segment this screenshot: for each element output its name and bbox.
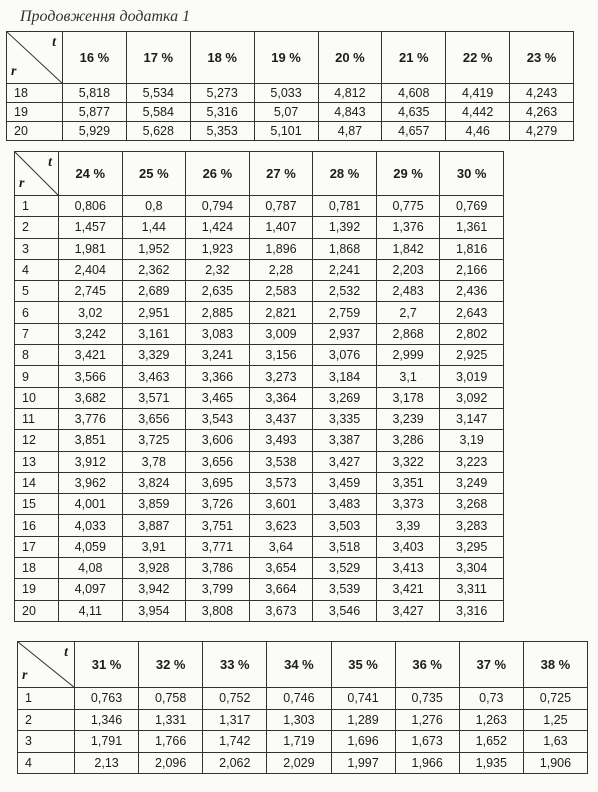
table-row <box>15 558 504 579</box>
value-cell: 5,033 <box>254 84 318 103</box>
annuity-table-16-23 <box>6 31 574 141</box>
period-cell: 9 <box>15 366 59 387</box>
value-cell: 0,769 <box>440 196 504 217</box>
row-variable-label: r <box>22 668 28 683</box>
period-cell: 12 <box>15 430 59 451</box>
table-row <box>15 281 504 302</box>
value-cell: 4,001 <box>59 494 123 515</box>
value-cell: 3,824 <box>122 472 186 493</box>
rate-header: 38 % <box>523 642 587 688</box>
value-cell: 3,725 <box>122 430 186 451</box>
value-cell: 5,877 <box>63 103 127 122</box>
value-cell: 1,719 <box>267 731 331 753</box>
value-cell: 4,08 <box>59 558 123 579</box>
rate-header: 16 % <box>63 32 127 84</box>
value-cell: 4,033 <box>59 515 123 536</box>
value-cell: 1,376 <box>376 217 440 238</box>
rate-header: 30 % <box>440 152 504 196</box>
value-cell: 3,178 <box>376 387 440 408</box>
value-cell: 3,329 <box>122 345 186 366</box>
value-cell: 2,759 <box>313 302 377 323</box>
table-row <box>7 84 574 103</box>
table-row <box>15 600 504 621</box>
value-cell: 3,295 <box>440 536 504 557</box>
period-cell: 3 <box>15 238 59 259</box>
value-cell: 3,242 <box>59 323 123 344</box>
period-cell: 2 <box>15 217 59 238</box>
value-cell: 3,437 <box>249 408 313 429</box>
period-cell: 16 <box>15 515 59 536</box>
rate-header: 27 % <box>249 152 313 196</box>
value-cell: 3,751 <box>186 515 250 536</box>
value-cell: 3,373 <box>376 494 440 515</box>
value-cell: 2,28 <box>249 259 313 280</box>
value-cell: 2,821 <box>249 302 313 323</box>
value-cell: 1,842 <box>376 238 440 259</box>
value-cell: 5,584 <box>126 103 190 122</box>
value-cell: 0,746 <box>267 688 331 710</box>
table-row <box>18 731 588 753</box>
value-cell: 1,44 <box>122 217 186 238</box>
value-cell: 0,763 <box>75 688 139 710</box>
value-cell: 1,868 <box>313 238 377 259</box>
value-cell: 2,951 <box>122 302 186 323</box>
value-cell: 3,304 <box>440 558 504 579</box>
value-cell: 3,887 <box>122 515 186 536</box>
header-row <box>15 152 504 196</box>
value-cell: 1,346 <box>75 709 139 731</box>
value-cell: 5,316 <box>190 103 254 122</box>
value-cell: 3,366 <box>186 366 250 387</box>
table-row <box>18 688 588 710</box>
value-cell: 3,543 <box>186 408 250 429</box>
rate-header: 18 % <box>190 32 254 84</box>
value-cell: 2,635 <box>186 281 250 302</box>
value-cell: 3,147 <box>440 408 504 429</box>
value-cell: 2,096 <box>139 752 203 774</box>
value-cell: 3,019 <box>440 366 504 387</box>
value-cell: 3,161 <box>122 323 186 344</box>
page-caption: Продовження додатка 1 <box>20 8 191 25</box>
value-cell: 2,32 <box>186 259 250 280</box>
value-cell: 3,546 <box>313 600 377 621</box>
rate-header: 31 % <box>75 642 139 688</box>
table-row <box>15 345 504 366</box>
period-cell: 18 <box>15 558 59 579</box>
value-cell: 3,571 <box>122 387 186 408</box>
period-cell: 14 <box>15 472 59 493</box>
value-cell: 3,928 <box>122 558 186 579</box>
table-row <box>15 366 504 387</box>
value-cell: 3,942 <box>122 579 186 600</box>
value-cell: 2,166 <box>440 259 504 280</box>
value-cell: 4,46 <box>446 122 510 141</box>
table-row <box>15 579 504 600</box>
annuity-table-31-38 <box>17 641 588 774</box>
table-row <box>15 387 504 408</box>
value-cell: 1,896 <box>249 238 313 259</box>
value-cell: 1,997 <box>331 752 395 774</box>
value-cell: 3,656 <box>186 451 250 472</box>
period-cell: 8 <box>15 345 59 366</box>
value-cell: 2,643 <box>440 302 504 323</box>
value-cell: 3,1 <box>376 366 440 387</box>
value-cell: 2,203 <box>376 259 440 280</box>
value-cell: 3,009 <box>249 323 313 344</box>
value-cell: 0,741 <box>331 688 395 710</box>
value-cell: 4,812 <box>318 84 382 103</box>
value-cell: 0,735 <box>395 688 459 710</box>
table-row <box>7 103 574 122</box>
value-cell: 3,799 <box>186 579 250 600</box>
annuity-table-24-30 <box>14 151 504 622</box>
value-cell: 5,628 <box>126 122 190 141</box>
value-cell: 3,771 <box>186 536 250 557</box>
value-cell: 2,532 <box>313 281 377 302</box>
value-cell: 3,656 <box>122 408 186 429</box>
value-cell: 1,652 <box>459 731 523 753</box>
value-cell: 1,25 <box>523 709 587 731</box>
period-cell: 17 <box>15 536 59 557</box>
value-cell: 0,775 <box>376 196 440 217</box>
rate-header: 37 % <box>459 642 523 688</box>
period-cell: 6 <box>15 302 59 323</box>
rate-header: 20 % <box>318 32 382 84</box>
table-row <box>15 323 504 344</box>
rate-header: 21 % <box>382 32 446 84</box>
value-cell: 3,427 <box>376 600 440 621</box>
value-cell: 2,937 <box>313 323 377 344</box>
rate-header: 24 % <box>59 152 123 196</box>
rate-header: 26 % <box>186 152 250 196</box>
rate-header: 33 % <box>203 642 267 688</box>
value-cell: 3,427 <box>313 451 377 472</box>
table-row <box>18 752 588 774</box>
period-cell: 1 <box>15 196 59 217</box>
value-cell: 2,7 <box>376 302 440 323</box>
value-cell: 1,952 <box>122 238 186 259</box>
value-cell: 3,223 <box>440 451 504 472</box>
header-row <box>18 642 588 688</box>
value-cell: 3,459 <box>313 472 377 493</box>
rate-header: 32 % <box>139 642 203 688</box>
value-cell: 0,758 <box>139 688 203 710</box>
value-cell: 3,573 <box>249 472 313 493</box>
table-row <box>15 451 504 472</box>
value-cell: 3,421 <box>376 579 440 600</box>
value-cell: 2,689 <box>122 281 186 302</box>
value-cell: 2,802 <box>440 323 504 344</box>
value-cell: 4,097 <box>59 579 123 600</box>
value-cell: 3,493 <box>249 430 313 451</box>
value-cell: 3,601 <box>249 494 313 515</box>
value-cell: 1,331 <box>139 709 203 731</box>
corner-cell <box>7 32 63 84</box>
period-cell: 18 <box>7 84 63 103</box>
value-cell: 2,062 <box>203 752 267 774</box>
value-cell: 3,78 <box>122 451 186 472</box>
table-row <box>15 238 504 259</box>
value-cell: 5,534 <box>126 84 190 103</box>
period-cell: 10 <box>15 387 59 408</box>
period-cell: 5 <box>15 281 59 302</box>
rate-header: 23 % <box>510 32 574 84</box>
value-cell: 3,241 <box>186 345 250 366</box>
value-cell: 3,654 <box>249 558 313 579</box>
value-cell: 2,745 <box>59 281 123 302</box>
value-cell: 1,407 <box>249 217 313 238</box>
period-cell: 13 <box>15 451 59 472</box>
value-cell: 3,463 <box>122 366 186 387</box>
value-cell: 3,776 <box>59 408 123 429</box>
column-variable-label: t <box>48 155 52 170</box>
value-cell: 3,083 <box>186 323 250 344</box>
rate-header: 19 % <box>254 32 318 84</box>
row-variable-label: r <box>19 176 25 191</box>
rate-header: 35 % <box>331 642 395 688</box>
value-cell: 4,11 <box>59 600 123 621</box>
table-row <box>15 472 504 493</box>
corner-cell <box>15 152 59 196</box>
period-cell: 3 <box>18 731 75 753</box>
value-cell: 3,529 <box>313 558 377 579</box>
value-cell: 3,403 <box>376 536 440 557</box>
table-row <box>15 430 504 451</box>
rate-header: 28 % <box>313 152 377 196</box>
value-cell: 3,664 <box>249 579 313 600</box>
value-cell: 3,786 <box>186 558 250 579</box>
value-cell: 3,39 <box>376 515 440 536</box>
value-cell: 2,436 <box>440 281 504 302</box>
value-cell: 3,518 <box>313 536 377 557</box>
value-cell: 3,64 <box>249 536 313 557</box>
value-cell: 3,539 <box>313 579 377 600</box>
value-cell: 2,925 <box>440 345 504 366</box>
value-cell: 1,673 <box>395 731 459 753</box>
value-cell: 1,424 <box>186 217 250 238</box>
rate-header: 25 % <box>122 152 186 196</box>
value-cell: 2,885 <box>186 302 250 323</box>
value-cell: 5,07 <box>254 103 318 122</box>
value-cell: 4,419 <box>446 84 510 103</box>
period-cell: 4 <box>15 259 59 280</box>
table-row <box>15 217 504 238</box>
value-cell: 1,392 <box>313 217 377 238</box>
value-cell: 1,63 <box>523 731 587 753</box>
value-cell: 1,923 <box>186 238 250 259</box>
period-cell: 19 <box>15 579 59 600</box>
value-cell: 1,263 <box>459 709 523 731</box>
value-cell: 2,13 <box>75 752 139 774</box>
value-cell: 3,269 <box>313 387 377 408</box>
value-cell: 0,781 <box>313 196 377 217</box>
value-cell: 5,353 <box>190 122 254 141</box>
value-cell: 3,273 <box>249 366 313 387</box>
value-cell: 3,364 <box>249 387 313 408</box>
value-cell: 3,859 <box>122 494 186 515</box>
value-cell: 3,413 <box>376 558 440 579</box>
value-cell: 5,929 <box>63 122 127 141</box>
value-cell: 3,673 <box>249 600 313 621</box>
value-cell: 3,156 <box>249 345 313 366</box>
table-row <box>18 709 588 731</box>
header-row <box>7 32 574 84</box>
value-cell: 3,91 <box>122 536 186 557</box>
table-row <box>15 408 504 429</box>
value-cell: 2,362 <box>122 259 186 280</box>
value-cell: 1,289 <box>331 709 395 731</box>
value-cell: 3,19 <box>440 430 504 451</box>
value-cell: 4,243 <box>510 84 574 103</box>
value-cell: 3,483 <box>313 494 377 515</box>
value-cell: 4,263 <box>510 103 574 122</box>
corner-cell <box>18 642 75 688</box>
value-cell: 2,404 <box>59 259 123 280</box>
value-cell: 3,566 <box>59 366 123 387</box>
period-cell: 4 <box>18 752 75 774</box>
value-cell: 0,73 <box>459 688 523 710</box>
value-cell: 3,695 <box>186 472 250 493</box>
table-row <box>15 494 504 515</box>
value-cell: 2,029 <box>267 752 331 774</box>
value-cell: 3,538 <box>249 451 313 472</box>
value-cell: 3,335 <box>313 408 377 429</box>
period-cell: 11 <box>15 408 59 429</box>
value-cell: 3,092 <box>440 387 504 408</box>
value-cell: 3,682 <box>59 387 123 408</box>
value-cell: 3,351 <box>376 472 440 493</box>
value-cell: 3,465 <box>186 387 250 408</box>
period-cell: 19 <box>7 103 63 122</box>
value-cell: 3,726 <box>186 494 250 515</box>
value-cell: 3,623 <box>249 515 313 536</box>
value-cell: 3,322 <box>376 451 440 472</box>
value-cell: 4,608 <box>382 84 446 103</box>
value-cell: 4,442 <box>446 103 510 122</box>
value-cell: 4,279 <box>510 122 574 141</box>
table-row <box>15 515 504 536</box>
value-cell: 3,316 <box>440 600 504 621</box>
rate-header: 22 % <box>446 32 510 84</box>
value-cell: 3,808 <box>186 600 250 621</box>
value-cell: 0,794 <box>186 196 250 217</box>
value-cell: 1,816 <box>440 238 504 259</box>
value-cell: 3,387 <box>313 430 377 451</box>
value-cell: 3,249 <box>440 472 504 493</box>
column-variable-label: t <box>52 35 56 50</box>
rate-header: 17 % <box>126 32 190 84</box>
value-cell: 1,696 <box>331 731 395 753</box>
value-cell: 1,276 <box>395 709 459 731</box>
value-cell: 3,962 <box>59 472 123 493</box>
table-row <box>7 122 574 141</box>
value-cell: 2,583 <box>249 281 313 302</box>
period-cell: 20 <box>7 122 63 141</box>
value-cell: 2,483 <box>376 281 440 302</box>
value-cell: 4,87 <box>318 122 382 141</box>
value-cell: 5,818 <box>63 84 127 103</box>
value-cell: 1,457 <box>59 217 123 238</box>
value-cell: 3,02 <box>59 302 123 323</box>
value-cell: 3,851 <box>59 430 123 451</box>
row-variable-label: r <box>11 64 17 79</box>
period-cell: 2 <box>18 709 75 731</box>
value-cell: 2,999 <box>376 345 440 366</box>
value-cell: 1,361 <box>440 217 504 238</box>
value-cell: 1,766 <box>139 731 203 753</box>
value-cell: 3,239 <box>376 408 440 429</box>
value-cell: 1,791 <box>75 731 139 753</box>
value-cell: 4,635 <box>382 103 446 122</box>
value-cell: 1,906 <box>523 752 587 774</box>
period-cell: 1 <box>18 688 75 710</box>
value-cell: 1,935 <box>459 752 523 774</box>
value-cell: 3,184 <box>313 366 377 387</box>
value-cell: 1,303 <box>267 709 331 731</box>
value-cell: 3,283 <box>440 515 504 536</box>
value-cell: 3,606 <box>186 430 250 451</box>
value-cell: 3,311 <box>440 579 504 600</box>
value-cell: 3,268 <box>440 494 504 515</box>
value-cell: 0,8 <box>122 196 186 217</box>
value-cell: 3,286 <box>376 430 440 451</box>
value-cell: 3,076 <box>313 345 377 366</box>
value-cell: 2,868 <box>376 323 440 344</box>
value-cell: 3,421 <box>59 345 123 366</box>
value-cell: 0,806 <box>59 196 123 217</box>
value-cell: 0,752 <box>203 688 267 710</box>
rate-header: 34 % <box>267 642 331 688</box>
value-cell: 3,503 <box>313 515 377 536</box>
table-row <box>15 536 504 557</box>
table-row <box>15 259 504 280</box>
period-cell: 7 <box>15 323 59 344</box>
value-cell: 3,912 <box>59 451 123 472</box>
value-cell: 0,787 <box>249 196 313 217</box>
period-cell: 20 <box>15 600 59 621</box>
table-row <box>15 302 504 323</box>
column-variable-label: t <box>64 645 68 660</box>
table-row <box>15 196 504 217</box>
value-cell: 3,954 <box>122 600 186 621</box>
value-cell: 1,966 <box>395 752 459 774</box>
rate-header: 29 % <box>376 152 440 196</box>
value-cell: 1,317 <box>203 709 267 731</box>
value-cell: 4,657 <box>382 122 446 141</box>
rate-header: 36 % <box>395 642 459 688</box>
value-cell: 0,725 <box>523 688 587 710</box>
period-cell: 15 <box>15 494 59 515</box>
value-cell: 4,843 <box>318 103 382 122</box>
value-cell: 2,241 <box>313 259 377 280</box>
value-cell: 5,273 <box>190 84 254 103</box>
value-cell: 4,059 <box>59 536 123 557</box>
value-cell: 1,742 <box>203 731 267 753</box>
value-cell: 1,981 <box>59 238 123 259</box>
value-cell: 5,101 <box>254 122 318 141</box>
